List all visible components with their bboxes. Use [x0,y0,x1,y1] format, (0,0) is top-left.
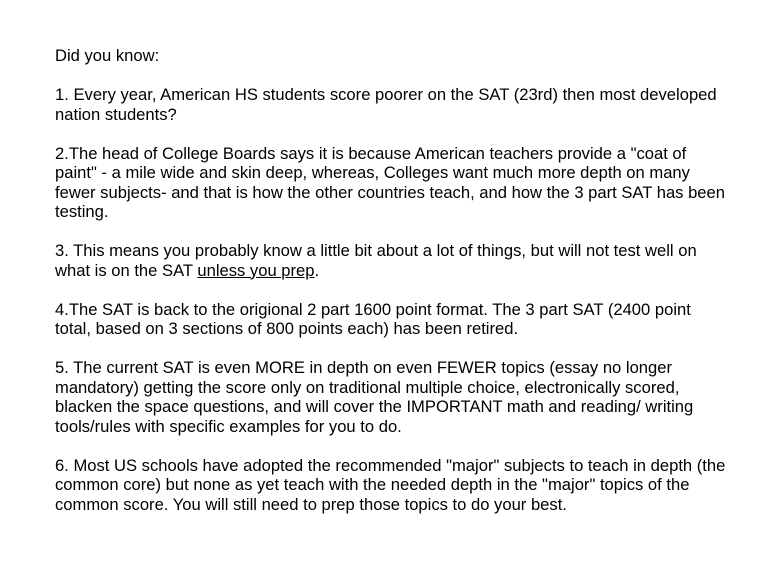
fact-1: 1. Every year, American HS students score poorer on the SAT (23rd) then most developed nation students? [55,85,717,124]
fact-2: 2.The head of College Boards says it is because American teachers provide a "coat of paint" - a mile wide and skin deep, whereas, Colleges want much more depth on many fewer subjects- and that is how the other countries teach, and how the 3 part SAT has been testing. [55,143,725,221]
fact-3 [55,241,728,280]
fact-6: 6. Most US schools have adopted the recommended "major" subjects to teach in depth (the common core) but none as yet teach with the needed depth in the "major" topics of the common score. You will still need to prep those topics to do your best. [55,455,726,514]
fact-3-text: 3. This means you probably know a little bit about a lot of things, but will not test well on what is on the SAT [55,241,697,280]
fact-4: 4.The SAT is back to the origional 2 part 1600 point format. The 3 part SAT (2400 point total, based on 3 sections of 800 points each) has been retired. [55,299,691,338]
fact-5: 5. The current SAT is even MORE in depth on even FEWER topics (essay no longer mandatory) getting the score only on traditional multiple choice, electronically scored, blacken the space questions, and will cover the IMPORTANT math and reading/ writing tools/rules with specific examples for you to do. [55,358,694,436]
slide-heading: Did you know: [55,46,160,65]
fact-3-period: . [314,260,320,280]
fact-3-underlined-phrase: unless you prep [197,260,315,280]
